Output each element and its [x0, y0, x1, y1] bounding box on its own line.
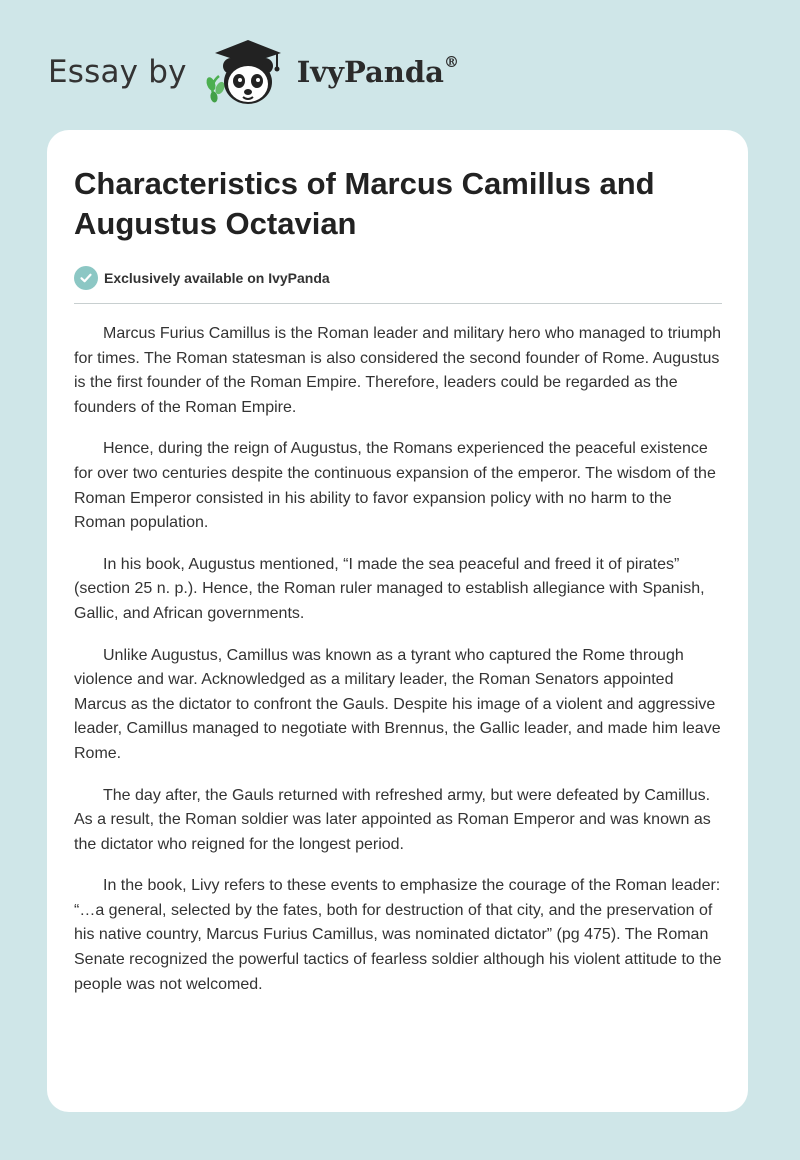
essay-paragraph: The day after, the Gauls returned with refreshed army, but were defeated by Camillus. As a result, the Roman soldier was later appointed as Roman Emperor and was known as the dictator who reigned for the longest period.	[74, 786, 711, 853]
brand-prefix: Essay by	[48, 54, 187, 90]
panda-logo-icon[interactable]	[201, 36, 293, 108]
check-circle-icon	[74, 266, 98, 290]
site-header	[48, 36, 459, 108]
essay-title: Characteristics of Marcus Camillus and Augustus Octavian	[74, 166, 655, 241]
essay-paragraph: Unlike Augustus, Camillus was known as a tyrant who captured the Rome through violence and war. Acknowledged as a military leader, the Roman Senators appointed Marcus as the dictator to confront the Gauls. Despite his image of a violent and aggressive leader, Camillus managed to negotiate with Brennus, the Gallic leader, and made him leave Rome.	[74, 646, 721, 762]
registered-mark: ®	[443, 53, 459, 71]
brand-name	[297, 55, 459, 89]
exclusive-label: Exclusively available on IvyPanda	[104, 270, 330, 286]
brand-name-text: IvyPanda	[296, 55, 444, 89]
essay-paragraph: In the book, Livy refers to these events to emphasize the courage of the Roman leader: “…a general, selected by the fates, both for destruction of that city, and the preservation of his native country, Marcus Furius Camillus, was nominated dictator” (pg 475). The Roman Senate recognized the powerful tactics of fearless soldier although his violent attitude to the people was not welcomed.	[74, 877, 722, 993]
essay-body	[74, 322, 722, 997]
divider	[74, 303, 722, 304]
exclusive-badge	[74, 266, 722, 290]
essay-paragraph: In his book, Augustus mentioned, “I made the sea peaceful and freed it of pirates” (section 25 n. p.). Hence, the Roman ruler managed to establish allegiance with Spanish, Gallic, and African governments.	[74, 555, 705, 622]
essay-paragraph: Marcus Furius Camillus is the Roman leader and military hero who managed to triumph for times. The Roman statesman is also considered the second founder of Rome. Augustus is the first founder of the Roman Empire. Therefore, leaders could be regarded as the founders of the Roman Empire.	[74, 325, 722, 416]
essay-card	[47, 130, 748, 1112]
essay-paragraph: Hence, during the reign of Augustus, the Romans experienced the peaceful existence for over two centuries despite the continuous expansion of the emperor. The wisdom of the Roman Emperor consisted in his ability to favor expansion policy with no harm to the Roman population.	[74, 440, 716, 532]
